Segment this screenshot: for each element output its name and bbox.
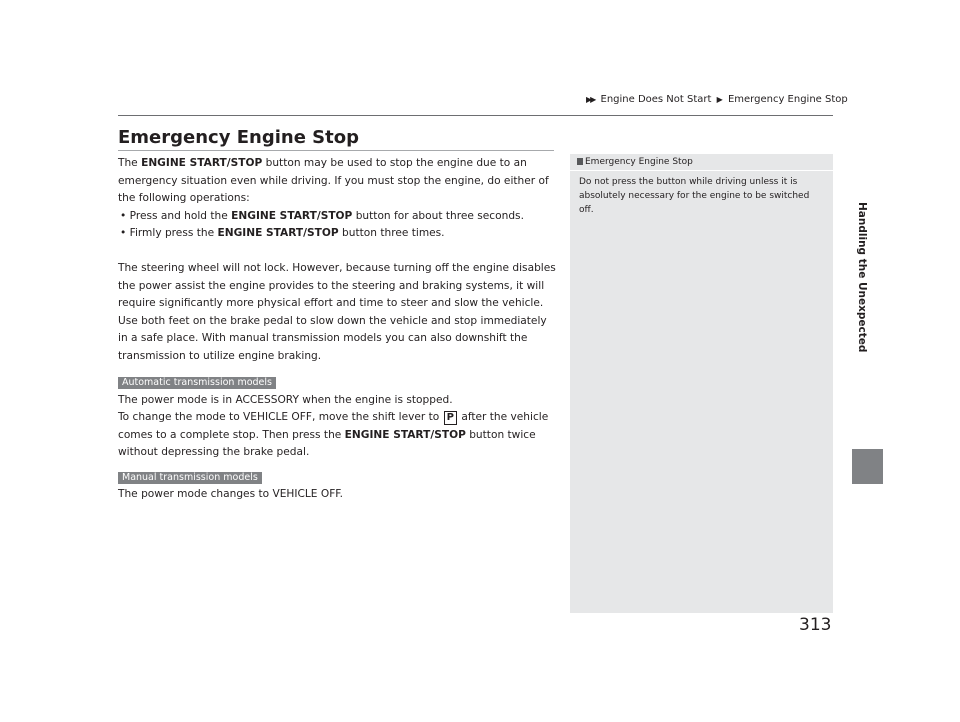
list-item: • Press and hold the ENGINE START/STOP button for about three seconds. <box>120 209 524 222</box>
automatic-transmission-tag: Automatic transmission models <box>118 377 276 389</box>
note-text: Do not press the button while driving unless it is absolutely necessary for the engine to be switched off. <box>579 177 810 215</box>
main-content <box>118 155 558 504</box>
page-title: Emergency Engine Stop <box>118 127 359 148</box>
double-arrow-icon: ▶▶ <box>586 95 595 104</box>
button-name: ENGINE START/STOP <box>141 157 263 169</box>
note-heading: Emergency Engine Stop <box>577 157 693 167</box>
side-note <box>570 154 833 613</box>
manual-transmission-tag: Manual transmission models <box>118 472 262 484</box>
automatic-paragraph-2: To change the mode to VEHICLE OFF, move the shift lever to P after the vehicle comes to a complete stop. Then press the ENGINE START/STOP button twice without depressing the brake pedal. <box>118 411 549 458</box>
breadcrumb-item-emergency-engine-stop[interactable]: Emergency Engine Stop <box>727 94 848 105</box>
arrow-icon: ▶ <box>716 95 723 104</box>
list-item: • Firmly press the ENGINE START/STOP button three times. <box>120 227 445 239</box>
breadcrumb <box>586 94 848 105</box>
automatic-paragraph-1: The power mode is in ACCESSORY when the engine is stopped. <box>118 393 453 406</box>
side-tab-label: Handling the Unexpected <box>856 202 868 353</box>
note-divider <box>570 170 833 171</box>
header-divider <box>118 115 833 116</box>
manual-paragraph: The power mode changes to VEHICLE OFF. <box>118 488 344 500</box>
title-divider <box>118 150 554 151</box>
side-tab-marker <box>852 449 883 484</box>
park-symbol: P <box>444 411 457 425</box>
breadcrumb-item-engine-does-not-start[interactable]: Engine Does Not Start <box>600 94 712 105</box>
intro-paragraph: The ENGINE START/STOP button may be used to stop the engine due to an emergency situation even while driving. If you must stop the engine, do either of the following operations: <box>118 157 549 204</box>
page-number: 313 <box>799 615 832 635</box>
steering-paragraph: The steering wheel will not lock. However, because turning off the engine disables the power assist the engine provides to the steering and braking systems, it will require significantly more physical effort and time to steer and slow the vehicle. Use both feet on the brake pedal to slow down the vehicle and stop immediately in a safe place. With manual transmission models you can also downshift the transmission to utilize engine braking. <box>118 262 556 362</box>
note-icon <box>577 158 583 165</box>
